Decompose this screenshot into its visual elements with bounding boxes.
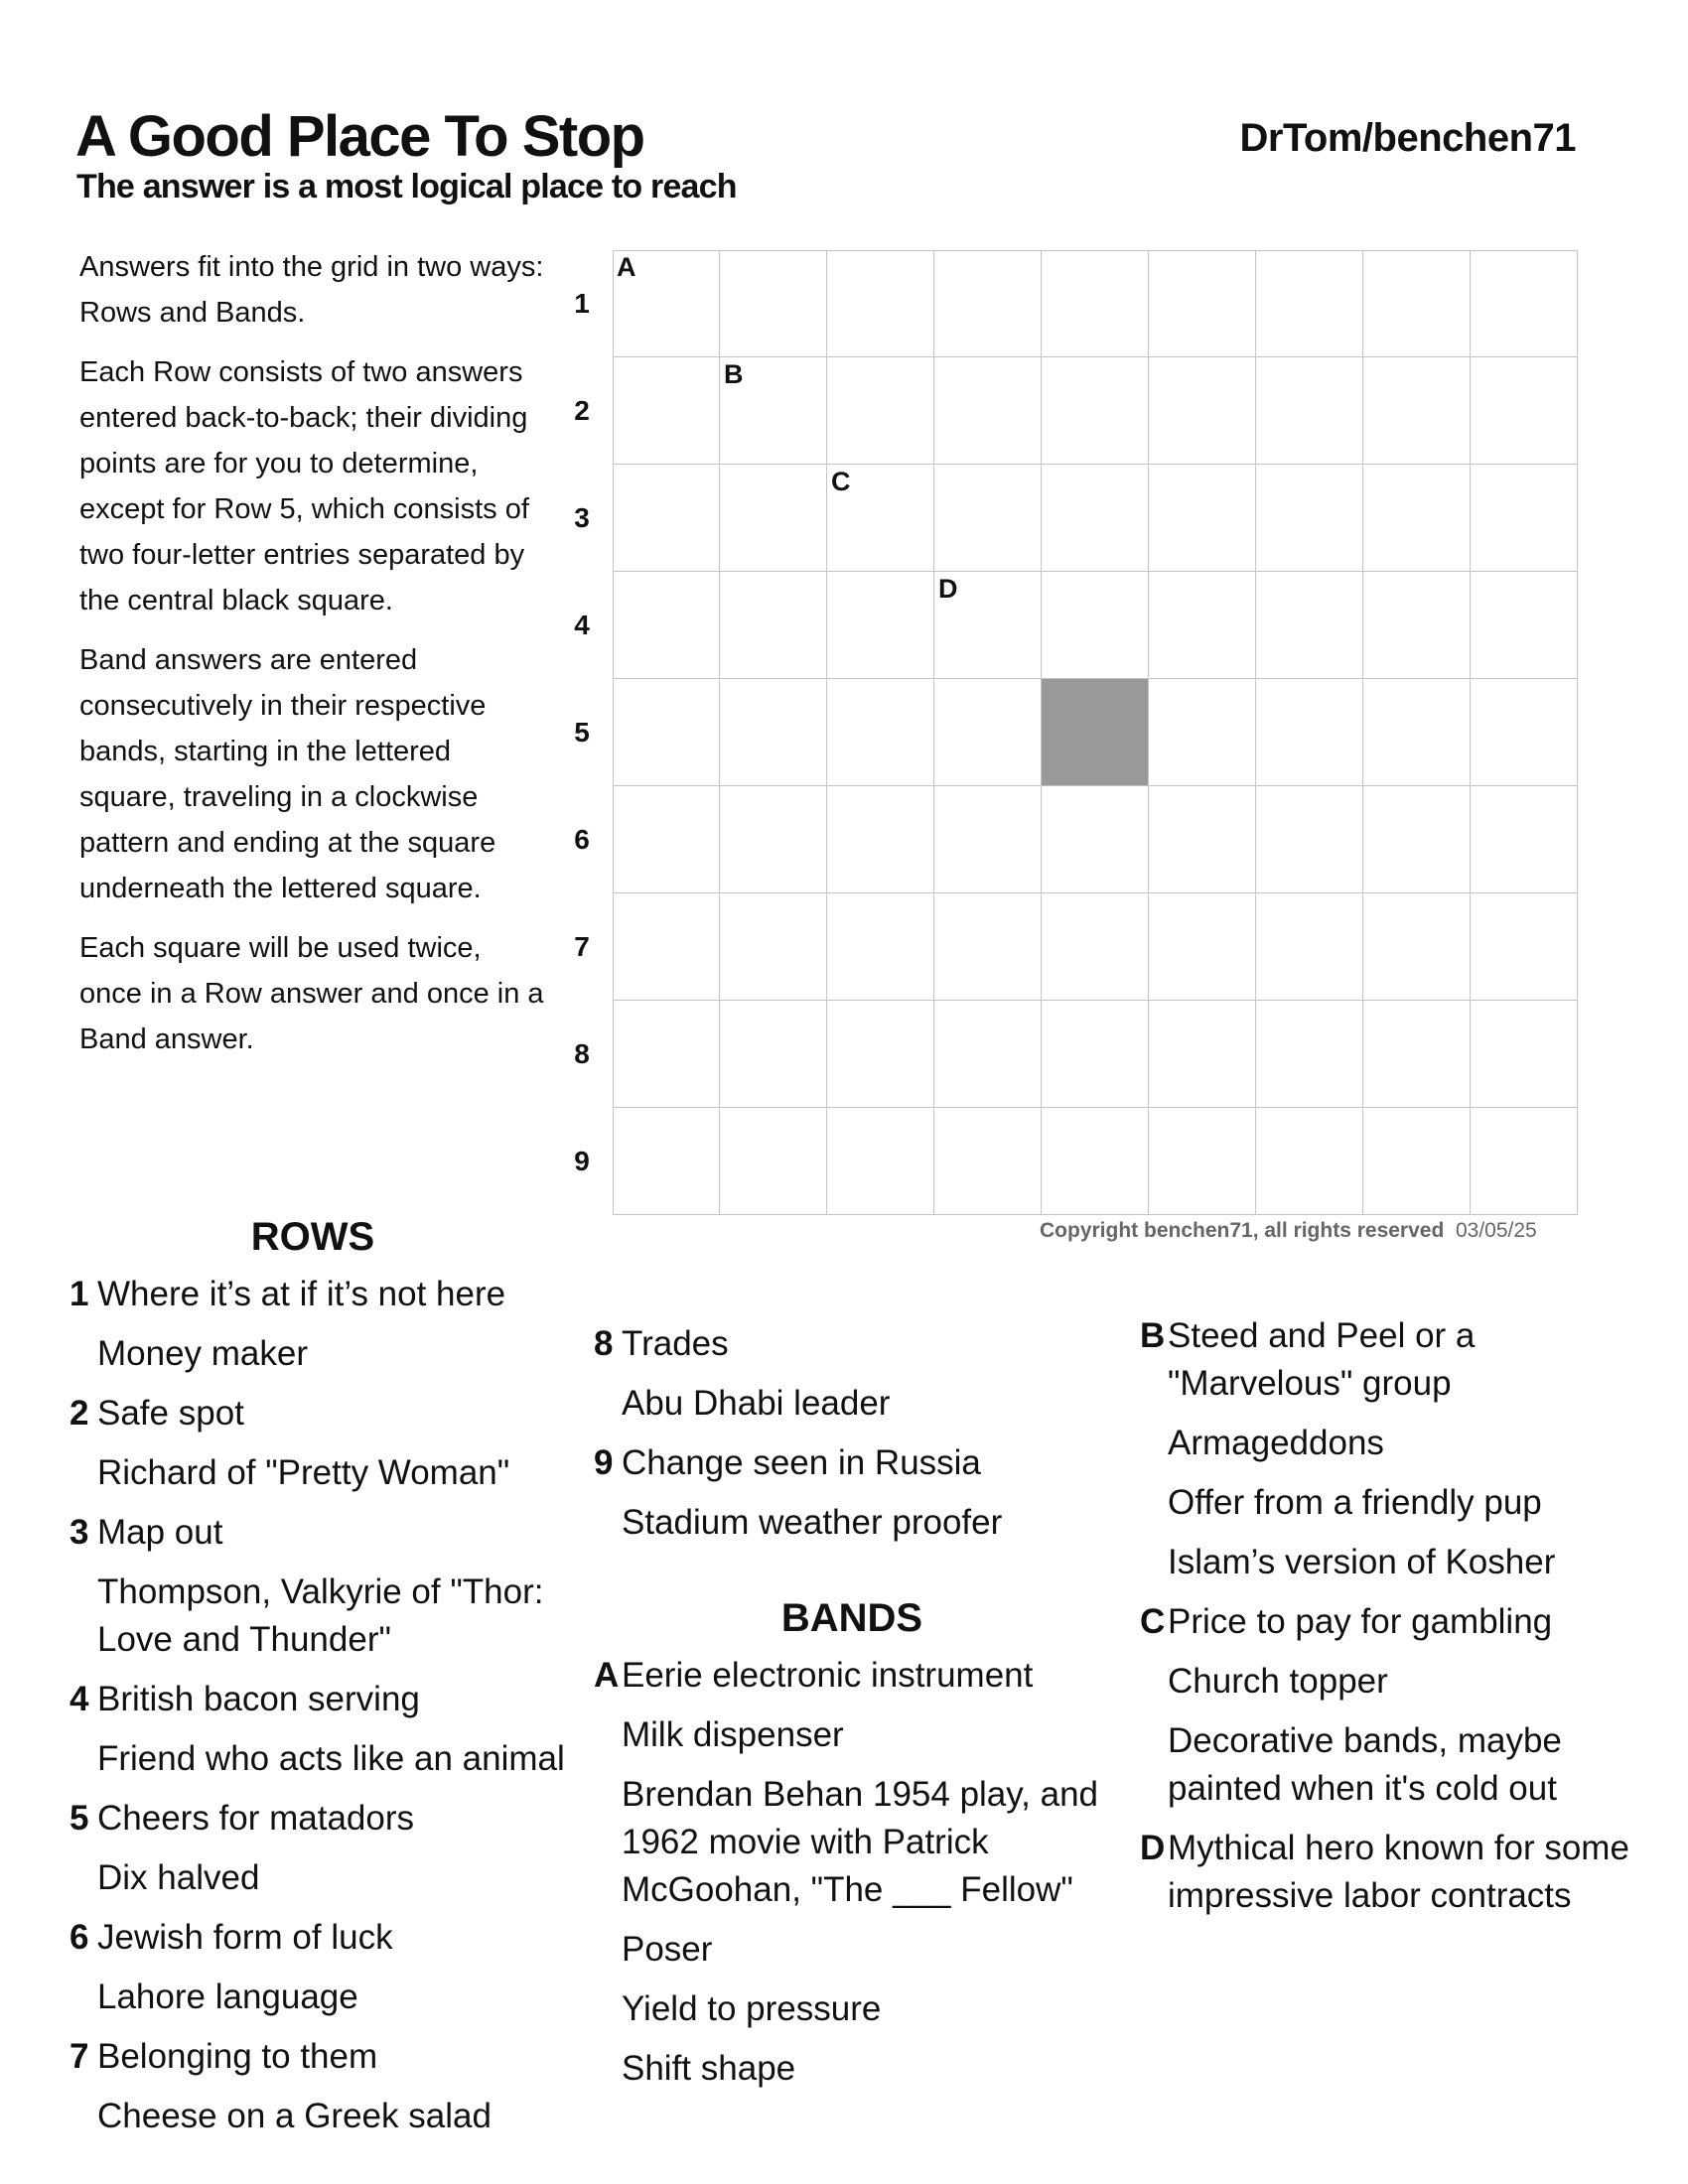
grid-cell[interactable] [827,1001,934,1108]
grid-cell[interactable] [1042,572,1149,679]
clue-text: Dix halved [97,1858,260,1897]
copyright-date: 03/05/25 [1455,1219,1537,1242]
row-number: 6 [574,824,590,855]
clue-text: Poser [622,1930,713,1969]
grid-cell[interactable] [613,679,720,786]
grid-cell[interactable] [1363,893,1471,1001]
puzzle-subtitle: The answer is a most logical place to reach [76,168,737,205]
clue-text: Cheers for matadors [97,1799,415,1838]
clue-text: Yield to pressure [622,1989,882,2028]
grid-cell[interactable] [934,679,1042,786]
clue-text: British bacon serving [97,1680,420,1718]
clue-text: Safe spot [97,1394,244,1433]
grid-cell[interactable] [1256,1001,1363,1108]
clue-item [70,1390,566,1497]
grid-cell[interactable] [1256,1108,1363,1215]
grid-cell[interactable] [1042,1001,1149,1108]
grid-cell[interactable] [1256,679,1363,786]
clue-number: 6 [70,1918,89,1957]
black-square [1042,679,1149,786]
clue-number: D [1140,1829,1166,1867]
band-letter: D [938,574,958,604]
grid-cell[interactable] [720,250,827,357]
clue-text: Milk dispenser [622,1715,844,1754]
grid-cell[interactable] [934,572,1042,679]
grid-cell[interactable] [1149,572,1256,679]
clue-text: Offer from a friendly pup [1168,1483,1542,1522]
clue-item [70,1509,566,1664]
grid-cell[interactable] [827,1108,934,1215]
grid-cell[interactable] [934,465,1042,572]
band-letter: B [724,359,744,389]
clue-text: Belonging to them [97,2037,378,2076]
grid-cell[interactable] [1149,679,1256,786]
grid-cell[interactable] [1471,1001,1578,1108]
clue-item [594,1320,1110,1428]
clue-text: Armageddons [1168,1424,1384,1462]
clue-number: 2 [70,1394,89,1433]
instructions [79,244,546,1076]
puzzle-grid [613,250,1578,1215]
grid-cell[interactable] [934,893,1042,1001]
copyright-notice [1040,1219,1537,1243]
row-number: 5 [574,717,590,748]
clue-number: 3 [70,1513,89,1552]
grid-cell[interactable] [613,1108,720,1215]
clue-text: Jewish form of luck [97,1918,393,1957]
clue-number: 1 [70,1275,89,1313]
rows-clue-list-continued [594,1320,1110,1547]
grid-cell[interactable] [1471,786,1578,893]
grid-cell[interactable] [1363,679,1471,786]
clue-number: 8 [594,1324,614,1363]
clue-text: Abu Dhabi leader [622,1384,891,1423]
bands-heading: BANDS [780,1596,923,1640]
instruction-paragraph: Band answers are entered consecutively in their respective bands, starting in the lettered square, traveling in a clockwise pattern and ending at the square underneath the lettered square. [79,644,496,904]
grid-cell[interactable] [1363,357,1471,465]
grid-cell[interactable] [1363,465,1471,572]
clue-text: Price to pay for gambling [1168,1602,1553,1641]
grid-cell[interactable] [720,357,827,465]
row-number: 2 [574,395,590,426]
clue-text: Brendan Behan 1954 play, and 1962 movie with Patrick McGoohan, "The ___ Fellow" [622,1775,1099,1909]
clue-number: 7 [70,2037,89,2076]
grid-cell[interactable] [1042,893,1149,1001]
grid-cell[interactable] [720,465,827,572]
rows-heading: ROWS [250,1215,375,1259]
grid-cell[interactable] [1256,357,1363,465]
grid-cell[interactable] [613,572,720,679]
clue-number: 5 [70,1799,89,1838]
instruction-paragraph: Answers fit into the grid in two ways: Rows and Bands. [79,251,544,329]
grid-cell[interactable] [613,250,720,357]
clue-item [1140,1312,1666,1586]
grid-cell[interactable] [1042,357,1149,465]
bands-clue-list [594,1652,1110,2093]
grid-cell[interactable] [934,357,1042,465]
grid-cell[interactable] [934,1001,1042,1108]
band-letter: C [831,467,851,496]
clue-text: Lahore language [97,1978,358,2016]
clue-item [1140,1598,1666,1813]
clue-text: Trades [622,1324,729,1363]
clue-text: Where it’s at if it’s not here [97,1275,506,1313]
grid-cell[interactable] [1363,250,1471,357]
grid-cell[interactable] [1042,465,1149,572]
grid-cell[interactable] [1471,1108,1578,1215]
clue-item [594,1439,1110,1547]
clue-number: 4 [70,1680,89,1718]
clue-item [70,1271,566,1378]
puzzle-author: DrTom/benchen71 [1239,116,1576,160]
grid-cell[interactable] [1363,786,1471,893]
clue-text: Cheese on a Greek salad [97,2097,492,2135]
clue-text: Map out [97,1513,223,1552]
clue-item [70,2033,566,2140]
grid-cell[interactable] [827,786,934,893]
grid-cell[interactable] [1149,786,1256,893]
clue-number: 9 [594,1443,614,1482]
clue-text: Stadium weather proofer [622,1503,1003,1542]
instruction-paragraph: Each square will be used twice, once in a Row answer and once in a Band answer. [79,932,544,1055]
clue-text: Decorative bands, maybe painted when it's cold out [1168,1721,1562,1808]
grid-cell[interactable] [1471,357,1578,465]
grid-cell[interactable] [1471,893,1578,1001]
clue-text: Money maker [97,1334,309,1373]
grid-cell[interactable] [720,893,827,1001]
grid-cell[interactable] [1149,1001,1256,1108]
clue-text: Eerie electronic instrument [622,1656,1034,1695]
instruction-paragraph: Each Row consists of two answers entered back-to-back; their dividing points are for you to determine, except for Row 5, which consists of two four-letter entries separated by the central black square. [79,356,529,616]
grid-cell[interactable] [1149,893,1256,1001]
clue-text: Change seen in Russia [622,1443,981,1482]
grid-cell[interactable] [1256,893,1363,1001]
clue-text: Mythical hero known for some impressive labor contracts [1168,1829,1629,1915]
clue-text: Church topper [1168,1662,1388,1701]
grid-cell[interactable] [720,1108,827,1215]
right-clue-column [1140,1312,1666,1932]
grid-cell[interactable] [1256,572,1363,679]
grid-cell[interactable] [1363,1001,1471,1108]
middle-clue-column [594,1320,1110,2105]
puzzle-grid-area [574,250,1578,1215]
row-number: 4 [574,610,590,640]
grid-cell[interactable] [1149,465,1256,572]
grid-cell[interactable] [720,1001,827,1108]
clue-item [70,1676,566,1783]
grid-cell[interactable] [720,679,827,786]
clue-number: C [1140,1602,1166,1641]
clue-number: B [1140,1316,1166,1355]
grid-cell[interactable] [1256,250,1363,357]
grid-cell[interactable] [613,786,720,893]
clue-item [70,1914,566,2021]
grid-cell[interactable] [934,250,1042,357]
band-letter: A [617,252,636,282]
grid-cell[interactable] [827,357,934,465]
rows-clue-list [70,1271,566,2140]
grid-cell[interactable] [1256,786,1363,893]
grid-cell[interactable] [827,893,934,1001]
copyright-text: Copyright benchen71, all rights reserved [1040,1219,1445,1242]
clue-text: Shift shape [622,2049,796,2088]
clue-number: A [594,1656,620,1695]
grid-cell[interactable] [1256,465,1363,572]
grid-cell[interactable] [1149,1108,1256,1215]
row-number: 3 [574,502,590,533]
grid-cell[interactable] [1471,679,1578,786]
row-number: 7 [574,931,590,962]
clue-text: Thompson, Valkyrie of "Thor: Love and Thunder" [97,1572,544,1659]
grid-cell[interactable] [720,786,827,893]
grid-cell[interactable] [827,572,934,679]
grid-cell[interactable] [934,786,1042,893]
grid-cell[interactable] [1363,572,1471,679]
clue-item [1140,1825,1666,1920]
grid-cell[interactable] [1363,1108,1471,1215]
bands-clue-list-continued [1140,1312,1666,1920]
grid-cell[interactable] [934,1108,1042,1215]
grid-cell[interactable] [1471,465,1578,572]
puzzle-title: A Good Place To Stop [75,104,644,169]
clue-item [594,1652,1110,2093]
grid-cell[interactable] [827,679,934,786]
clue-item [70,1795,566,1902]
clue-text: Steed and Peel or a "Marvelous" group [1168,1316,1476,1403]
grid-cell[interactable] [1471,572,1578,679]
clue-text: Islam’s version of Kosher [1168,1543,1556,1581]
grid-cell[interactable] [613,465,720,572]
grid-cell[interactable] [827,465,934,572]
grid-cell[interactable] [1042,250,1149,357]
grid-cell[interactable] [613,357,720,465]
grid-cell[interactable] [1042,1108,1149,1215]
clue-text: Friend who acts like an animal [97,1739,565,1778]
row-number: 8 [574,1038,590,1069]
grid-cell[interactable] [1149,250,1256,357]
grid-cell[interactable] [827,250,934,357]
row-number: 9 [574,1146,590,1176]
grid-cell[interactable] [613,1001,720,1108]
grid-cell[interactable] [720,572,827,679]
row-number: 1 [574,288,590,319]
clue-text: Richard of "Pretty Woman" [97,1453,510,1492]
grid-cell[interactable] [1149,357,1256,465]
grid-cell[interactable] [613,893,720,1001]
grid-cell[interactable] [1042,786,1149,893]
grid-cell[interactable] [1471,250,1578,357]
rows-clue-column [70,1213,566,2152]
